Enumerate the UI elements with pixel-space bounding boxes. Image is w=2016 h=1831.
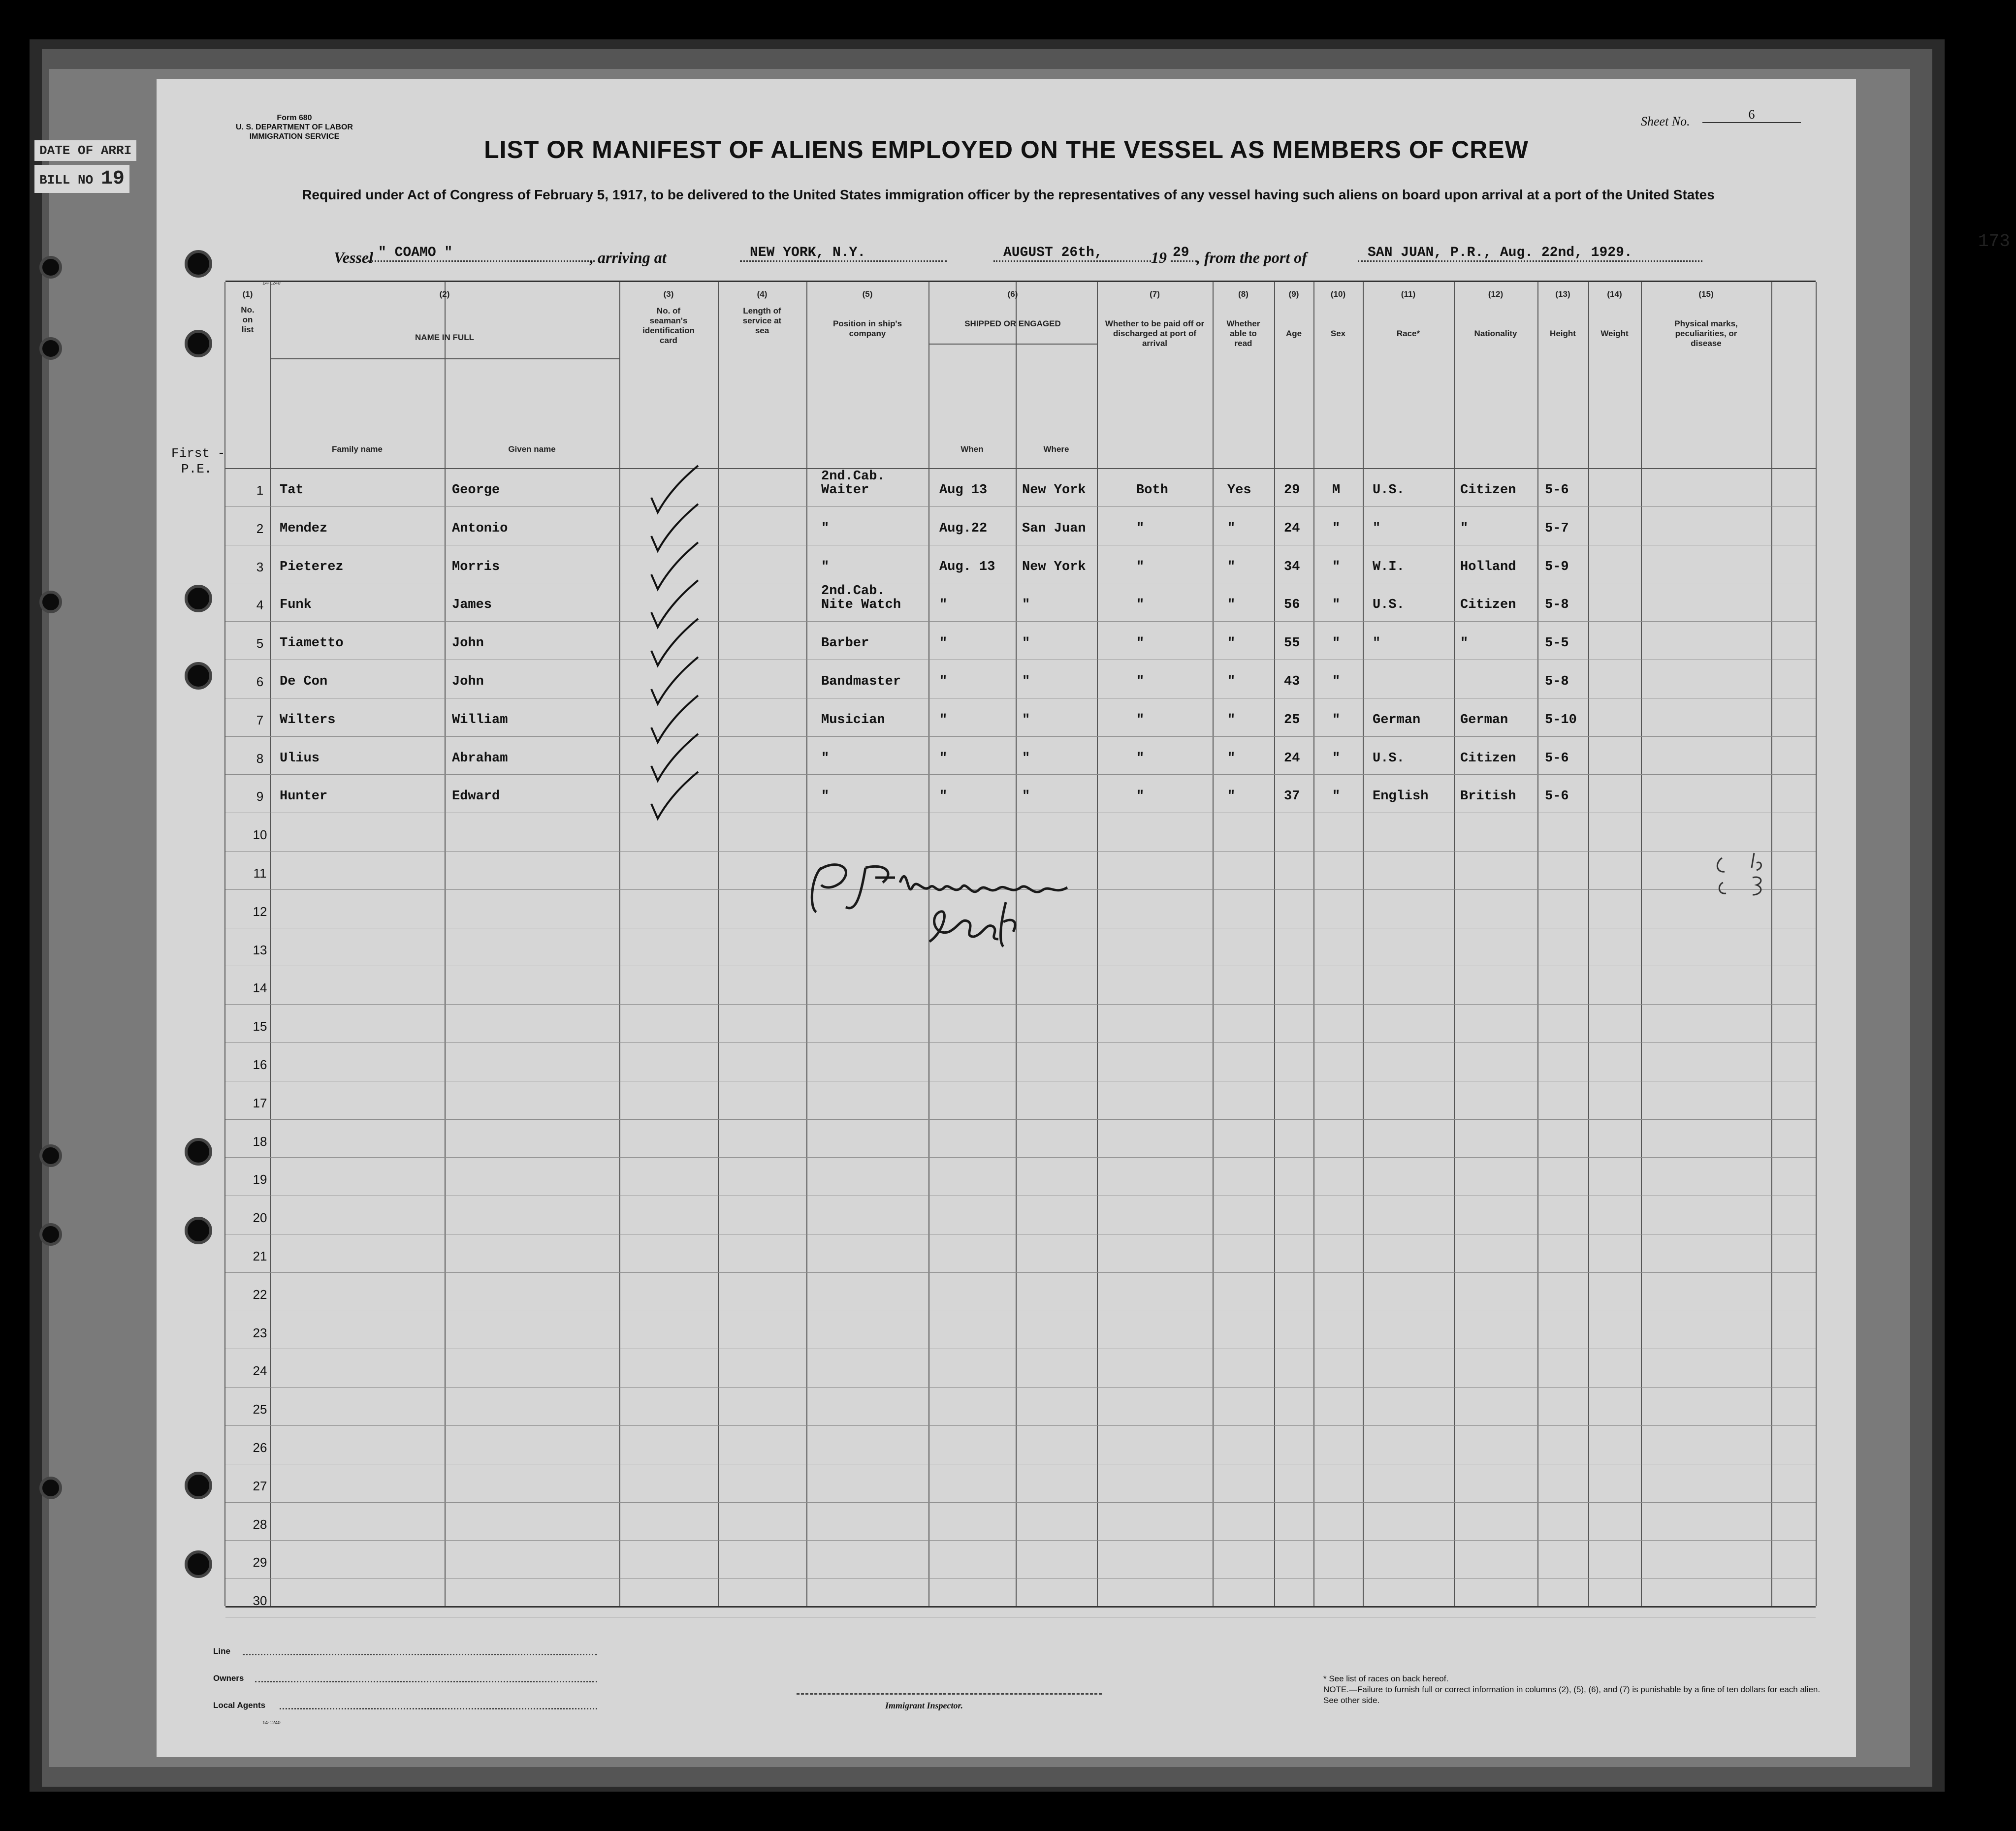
row-number: 27 bbox=[253, 1478, 267, 1493]
row-rule bbox=[225, 736, 1816, 737]
checkmark-icon bbox=[649, 655, 678, 694]
paid-off-cell: " bbox=[1136, 674, 1145, 689]
manifest-table bbox=[225, 281, 1816, 1608]
shipped-where-cell: " bbox=[1022, 598, 1030, 613]
shipped-when-cell: Aug.22 bbox=[939, 521, 988, 536]
row-number: 28 bbox=[253, 1516, 267, 1532]
vessel-name: " COAMO " bbox=[368, 245, 595, 262]
col15-header: (15) Physical marks, peculiarities, or disease bbox=[1674, 289, 1738, 348]
position-cell: Musician bbox=[821, 712, 885, 727]
col13-header: (13) Height bbox=[1550, 289, 1576, 338]
col14-header: (14) Weight bbox=[1600, 289, 1629, 338]
position-cell: 2nd.Cab. bbox=[821, 584, 885, 599]
row-rule bbox=[225, 506, 1816, 507]
row-number: 18 bbox=[253, 1134, 267, 1149]
row-number: 12 bbox=[253, 904, 267, 919]
race-cell: " bbox=[1373, 636, 1381, 651]
age-cell: 25 bbox=[1284, 712, 1300, 727]
col5-header: (5) Position in ship's company bbox=[832, 289, 902, 338]
shipped-when-cell: " bbox=[939, 636, 948, 651]
page-title: LIST OR MANIFEST OF ALIENS EMPLOYED ON THE VESSEL AS MEMBERS OF CREW bbox=[484, 136, 1529, 163]
given-name-cell: Edward bbox=[452, 789, 500, 804]
row-number: 13 bbox=[253, 942, 267, 957]
sex-cell: " bbox=[1332, 636, 1341, 651]
footer-owners-dots bbox=[255, 1681, 597, 1682]
row-rule bbox=[225, 1272, 1816, 1273]
paid-off-cell: " bbox=[1136, 751, 1145, 766]
col9-header: (9) Age bbox=[1285, 289, 1302, 338]
nationality-cell: Citizen bbox=[1460, 483, 1516, 498]
family-name-cell: Wilters bbox=[280, 712, 336, 727]
punch-hole-back bbox=[39, 1477, 62, 1499]
family-name-cell: Tiametto bbox=[280, 636, 344, 651]
race-cell: " bbox=[1373, 521, 1381, 536]
arrival-date: AUGUST 26th, bbox=[993, 245, 1151, 262]
family-name-cell: Mendez bbox=[280, 521, 328, 536]
row-number: 2 bbox=[256, 521, 264, 536]
footnote bbox=[1323, 1673, 1830, 1706]
col3-header: (3) No. of seaman's identification card bbox=[642, 289, 695, 345]
checkmark-icon bbox=[649, 463, 678, 503]
shipped-where-cell: San Juan bbox=[1022, 521, 1086, 536]
checkmark-icon bbox=[649, 578, 678, 617]
given-name-cell: Morris bbox=[452, 559, 500, 574]
col11-header: (11) Race* bbox=[1396, 289, 1420, 338]
form-code-bottom: 14-1240 bbox=[262, 1720, 281, 1726]
punch-hole bbox=[185, 250, 212, 278]
family-name-cell: Hunter bbox=[280, 789, 328, 804]
shipped-when-cell: " bbox=[939, 674, 948, 689]
row-number: 23 bbox=[253, 1325, 267, 1340]
footer-line-label: Line bbox=[213, 1646, 230, 1656]
punch-hole bbox=[185, 1472, 212, 1499]
punch-hole-back bbox=[39, 1144, 62, 1167]
sex-cell: " bbox=[1332, 674, 1341, 689]
col12-header: (12) Nationality bbox=[1474, 289, 1517, 338]
side-note-line2: P.E. bbox=[181, 462, 212, 476]
position-cell: Barber bbox=[821, 636, 869, 651]
col4-header: (4) Length of service at sea bbox=[742, 289, 782, 335]
col2-header: (2) NAME IN FULL bbox=[415, 289, 474, 342]
paid-off-cell: " bbox=[1136, 521, 1145, 536]
paid-off-cell: Both bbox=[1136, 483, 1168, 498]
nationality-cell: " bbox=[1460, 636, 1469, 651]
row-rule bbox=[225, 1502, 1816, 1503]
footnote-penalty bbox=[1323, 1684, 1830, 1706]
immigrant-inspector-label: Immigrant Inspector. bbox=[885, 1701, 963, 1710]
sex-cell: M bbox=[1332, 483, 1341, 498]
checkmark-icon bbox=[649, 731, 678, 771]
height-cell: 5-6 bbox=[1545, 751, 1569, 766]
family-name-header: Family name bbox=[332, 444, 383, 454]
edge-bill-no-value: 19 bbox=[100, 168, 125, 190]
punch-hole bbox=[185, 1217, 212, 1244]
row-number: 29 bbox=[253, 1555, 267, 1570]
form-number: Form 680 bbox=[277, 114, 312, 122]
position-cell: " bbox=[821, 559, 830, 574]
punch-hole-back bbox=[39, 256, 62, 279]
punch-hole bbox=[185, 585, 212, 612]
row-number: 7 bbox=[256, 712, 264, 727]
paid-off-cell: " bbox=[1136, 636, 1145, 651]
row-number: 9 bbox=[256, 789, 264, 804]
sex-cell: " bbox=[1332, 521, 1341, 536]
family-name-cell: De Con bbox=[280, 674, 328, 689]
sheet-number: 6 bbox=[1702, 107, 1801, 123]
sex-cell: " bbox=[1332, 598, 1341, 613]
col7-header: (7) Whether to be paid off or discharged at port of arrival bbox=[1105, 289, 1205, 348]
able-to-read-cell: " bbox=[1227, 521, 1236, 536]
checkmark-icon bbox=[649, 502, 678, 541]
age-cell: 43 bbox=[1284, 674, 1300, 689]
paid-off-cell: " bbox=[1136, 712, 1145, 727]
row-number: 5 bbox=[256, 636, 264, 651]
able-to-read-cell: " bbox=[1227, 789, 1236, 804]
family-name-cell: Tat bbox=[280, 483, 304, 498]
arriving-port: NEW YORK, N.Y. bbox=[740, 245, 947, 262]
punch-hole-back bbox=[39, 591, 62, 613]
able-to-read-cell: " bbox=[1227, 751, 1236, 766]
arriving-label: , arriving at bbox=[590, 249, 667, 266]
row-number: 10 bbox=[253, 827, 267, 843]
given-name-cell: Abraham bbox=[452, 751, 508, 766]
row-rule bbox=[225, 1425, 1816, 1426]
footnote-note-text: —Failure to furnish full or correct information in columns (2), (5), (6), and (7) is punishable by a fine of ten dollars for each alien. See other side. bbox=[1323, 1685, 1821, 1705]
shipped-when-cell: " bbox=[939, 789, 948, 804]
row-number: 3 bbox=[256, 559, 264, 574]
margin-pencil-marks bbox=[1712, 848, 1771, 902]
row-number: 21 bbox=[253, 1249, 267, 1263]
paid-off-cell: " bbox=[1136, 789, 1145, 804]
position-cell: 2nd.Cab. bbox=[821, 469, 885, 484]
row-number: 17 bbox=[253, 1095, 267, 1110]
given-name-cell: John bbox=[452, 636, 484, 651]
race-cell: U.S. bbox=[1373, 751, 1405, 766]
shipped-when-cell: " bbox=[939, 598, 948, 613]
height-cell: 5-6 bbox=[1545, 789, 1569, 804]
edge-date-of-arrival: DATE OF ARRI bbox=[34, 140, 136, 161]
shipped-when-cell: Aug. 13 bbox=[939, 559, 995, 574]
paid-off-cell: " bbox=[1136, 598, 1145, 613]
row-rule bbox=[225, 1157, 1816, 1158]
age-cell: 34 bbox=[1284, 559, 1300, 574]
punch-hole-back bbox=[39, 337, 62, 360]
race-cell: U.S. bbox=[1373, 598, 1405, 613]
row-number: 1 bbox=[256, 483, 264, 498]
position-cell: " bbox=[821, 751, 830, 766]
sex-cell: " bbox=[1332, 751, 1341, 766]
given-name-cell: James bbox=[452, 598, 492, 613]
height-cell: 5-8 bbox=[1545, 598, 1569, 613]
sex-cell: " bbox=[1332, 789, 1341, 804]
vessel-label: Vessel bbox=[334, 249, 373, 266]
edge-bill-no bbox=[34, 165, 129, 193]
given-name-header: Given name bbox=[508, 444, 556, 454]
row-number: 25 bbox=[253, 1402, 267, 1417]
shipped-where-cell: " bbox=[1022, 636, 1030, 651]
footer-agents-dots bbox=[280, 1708, 597, 1709]
footnote-note-label: NOTE. bbox=[1323, 1685, 1349, 1694]
departure-port: SAN JUAN, P.R., Aug. 22nd, 1929. bbox=[1358, 245, 1702, 262]
age-cell: 24 bbox=[1284, 521, 1300, 536]
punch-hole bbox=[185, 1138, 212, 1166]
sex-cell: " bbox=[1332, 712, 1341, 727]
row-number: 30 bbox=[253, 1593, 267, 1609]
family-name-cell: Funk bbox=[280, 598, 312, 613]
age-cell: 29 bbox=[1284, 483, 1300, 498]
row-rule bbox=[225, 1540, 1816, 1541]
family-name-cell: Pieterez bbox=[280, 559, 344, 574]
paid-off-cell: " bbox=[1136, 559, 1145, 574]
edge-bill-no-label: BILL NO bbox=[39, 173, 94, 188]
shipped-where-cell: " bbox=[1022, 712, 1030, 727]
checkmark-icon bbox=[649, 540, 678, 579]
nationality-cell: Citizen bbox=[1460, 598, 1516, 613]
shipped-when-cell: " bbox=[939, 751, 948, 766]
checkmark-icon bbox=[649, 616, 678, 656]
height-cell: 5-6 bbox=[1545, 483, 1569, 498]
row-number: 14 bbox=[253, 980, 267, 996]
from-port-label: , from the port of bbox=[1196, 249, 1307, 266]
shipped-where-cell: " bbox=[1022, 674, 1030, 689]
shipped-when-cell: Aug 13 bbox=[939, 483, 988, 498]
shipped-where-header: Where bbox=[1043, 444, 1069, 454]
punch-hole bbox=[185, 1550, 212, 1578]
form-code-top: 14-1240 bbox=[262, 281, 281, 286]
shipped-where-cell: New York bbox=[1022, 559, 1086, 574]
shipped-where-cell: " bbox=[1022, 789, 1030, 804]
row-number: 8 bbox=[256, 751, 264, 766]
nationality-cell: Citizen bbox=[1460, 751, 1516, 766]
age-cell: 55 bbox=[1284, 636, 1300, 651]
able-to-read-cell: " bbox=[1227, 636, 1236, 651]
col10-header: (10) Sex bbox=[1330, 289, 1346, 338]
height-cell: 5-10 bbox=[1545, 712, 1577, 727]
shipped-when-header: When bbox=[960, 444, 984, 454]
sheet-label: Sheet No. bbox=[1641, 114, 1690, 128]
col8-header: (8) Whether able to read bbox=[1226, 289, 1260, 348]
footer-agents-label: Local Agents bbox=[213, 1701, 266, 1710]
col1-header: (1) No. on list bbox=[241, 289, 255, 334]
able-to-read-cell: " bbox=[1227, 712, 1236, 727]
year-prefix: 19 bbox=[1151, 249, 1167, 266]
row-rule bbox=[225, 1119, 1816, 1120]
nationality-cell: British bbox=[1460, 789, 1516, 804]
position-cell-line2: Nite Watch bbox=[821, 598, 901, 613]
row-number: 6 bbox=[256, 674, 264, 689]
family-name-cell: Ulius bbox=[280, 751, 320, 766]
row-number: 15 bbox=[253, 1019, 267, 1034]
position-cell-line2: Waiter bbox=[821, 483, 869, 498]
able-to-read-cell: Yes bbox=[1227, 483, 1251, 498]
footnote-races: * See list of races on back hereof. bbox=[1323, 1674, 1449, 1683]
race-cell: U.S. bbox=[1373, 483, 1405, 498]
row-rule bbox=[225, 1387, 1816, 1388]
punch-hole-back bbox=[39, 1223, 62, 1246]
row-number: 24 bbox=[253, 1363, 267, 1379]
given-name-cell: William bbox=[452, 712, 508, 727]
sex-cell: " bbox=[1332, 559, 1341, 574]
row-rule bbox=[225, 1004, 1816, 1005]
shipped-where-cell: New York bbox=[1022, 483, 1086, 498]
row-rule bbox=[225, 774, 1816, 775]
row-rule bbox=[225, 1578, 1816, 1579]
given-name-cell: John bbox=[452, 674, 484, 689]
height-cell: 5-5 bbox=[1545, 636, 1569, 651]
form-service: IMMIGRATION SERVICE bbox=[249, 132, 340, 141]
side-note-line1: First - bbox=[171, 446, 225, 461]
nationality-cell: Holland bbox=[1460, 559, 1516, 574]
row-rule bbox=[225, 1042, 1816, 1043]
able-to-read-cell: " bbox=[1227, 559, 1236, 574]
height-cell: 5-8 bbox=[1545, 674, 1569, 689]
able-to-read-cell: " bbox=[1227, 674, 1236, 689]
form-department: U. S. DEPARTMENT OF LABOR bbox=[236, 123, 353, 131]
able-to-read-cell: " bbox=[1227, 598, 1236, 613]
given-name-cell: George bbox=[452, 483, 500, 498]
position-cell: Bandmaster bbox=[821, 674, 901, 689]
shipped-when-cell: " bbox=[939, 712, 948, 727]
height-cell: 5-7 bbox=[1545, 521, 1569, 536]
race-cell: English bbox=[1373, 789, 1429, 804]
age-cell: 56 bbox=[1284, 598, 1300, 613]
page-subtitle: Required under Act of Congress of February 5, 1917, to be delivered to the United States immigration officer by the representatives of any vessel having such aliens on board upon arrival at a port of the United States bbox=[302, 187, 1715, 202]
col6-header: (6) SHIPPED OR ENGAGED bbox=[964, 289, 1061, 328]
position-cell: " bbox=[821, 789, 830, 804]
manifest-page bbox=[157, 79, 2010, 1757]
inspector-dots bbox=[797, 1693, 1102, 1695]
punch-hole bbox=[185, 330, 212, 357]
page-stamp-number: 173 bbox=[1978, 231, 2010, 252]
position-cell: " bbox=[821, 521, 830, 536]
nationality-cell: " bbox=[1460, 521, 1469, 536]
row-number: 19 bbox=[253, 1172, 267, 1187]
punch-hole bbox=[185, 662, 212, 690]
race-cell: W.I. bbox=[1373, 559, 1405, 574]
row-rule bbox=[225, 621, 1816, 622]
row-number: 22 bbox=[253, 1287, 267, 1302]
age-cell: 24 bbox=[1284, 751, 1300, 766]
row-number: 26 bbox=[253, 1440, 267, 1455]
race-cell: German bbox=[1373, 712, 1421, 727]
age-cell: 37 bbox=[1284, 789, 1300, 804]
inspector-signature bbox=[801, 848, 1077, 956]
year-suffix: 29 bbox=[1171, 245, 1197, 262]
side-note bbox=[171, 445, 225, 477]
checkmark-icon bbox=[649, 693, 678, 732]
given-name-cell: Antonio bbox=[452, 521, 508, 536]
footer-line-dots bbox=[243, 1654, 597, 1655]
height-cell: 5-9 bbox=[1545, 559, 1569, 574]
footer-owners-label: Owners bbox=[213, 1673, 244, 1683]
shipped-where-cell: " bbox=[1022, 751, 1030, 766]
row-number: 20 bbox=[253, 1210, 267, 1226]
checkmark-icon bbox=[649, 769, 678, 809]
row-number: 11 bbox=[253, 866, 267, 881]
row-number: 4 bbox=[256, 598, 264, 613]
row-number: 16 bbox=[253, 1057, 267, 1072]
nationality-cell: German bbox=[1460, 712, 1508, 727]
